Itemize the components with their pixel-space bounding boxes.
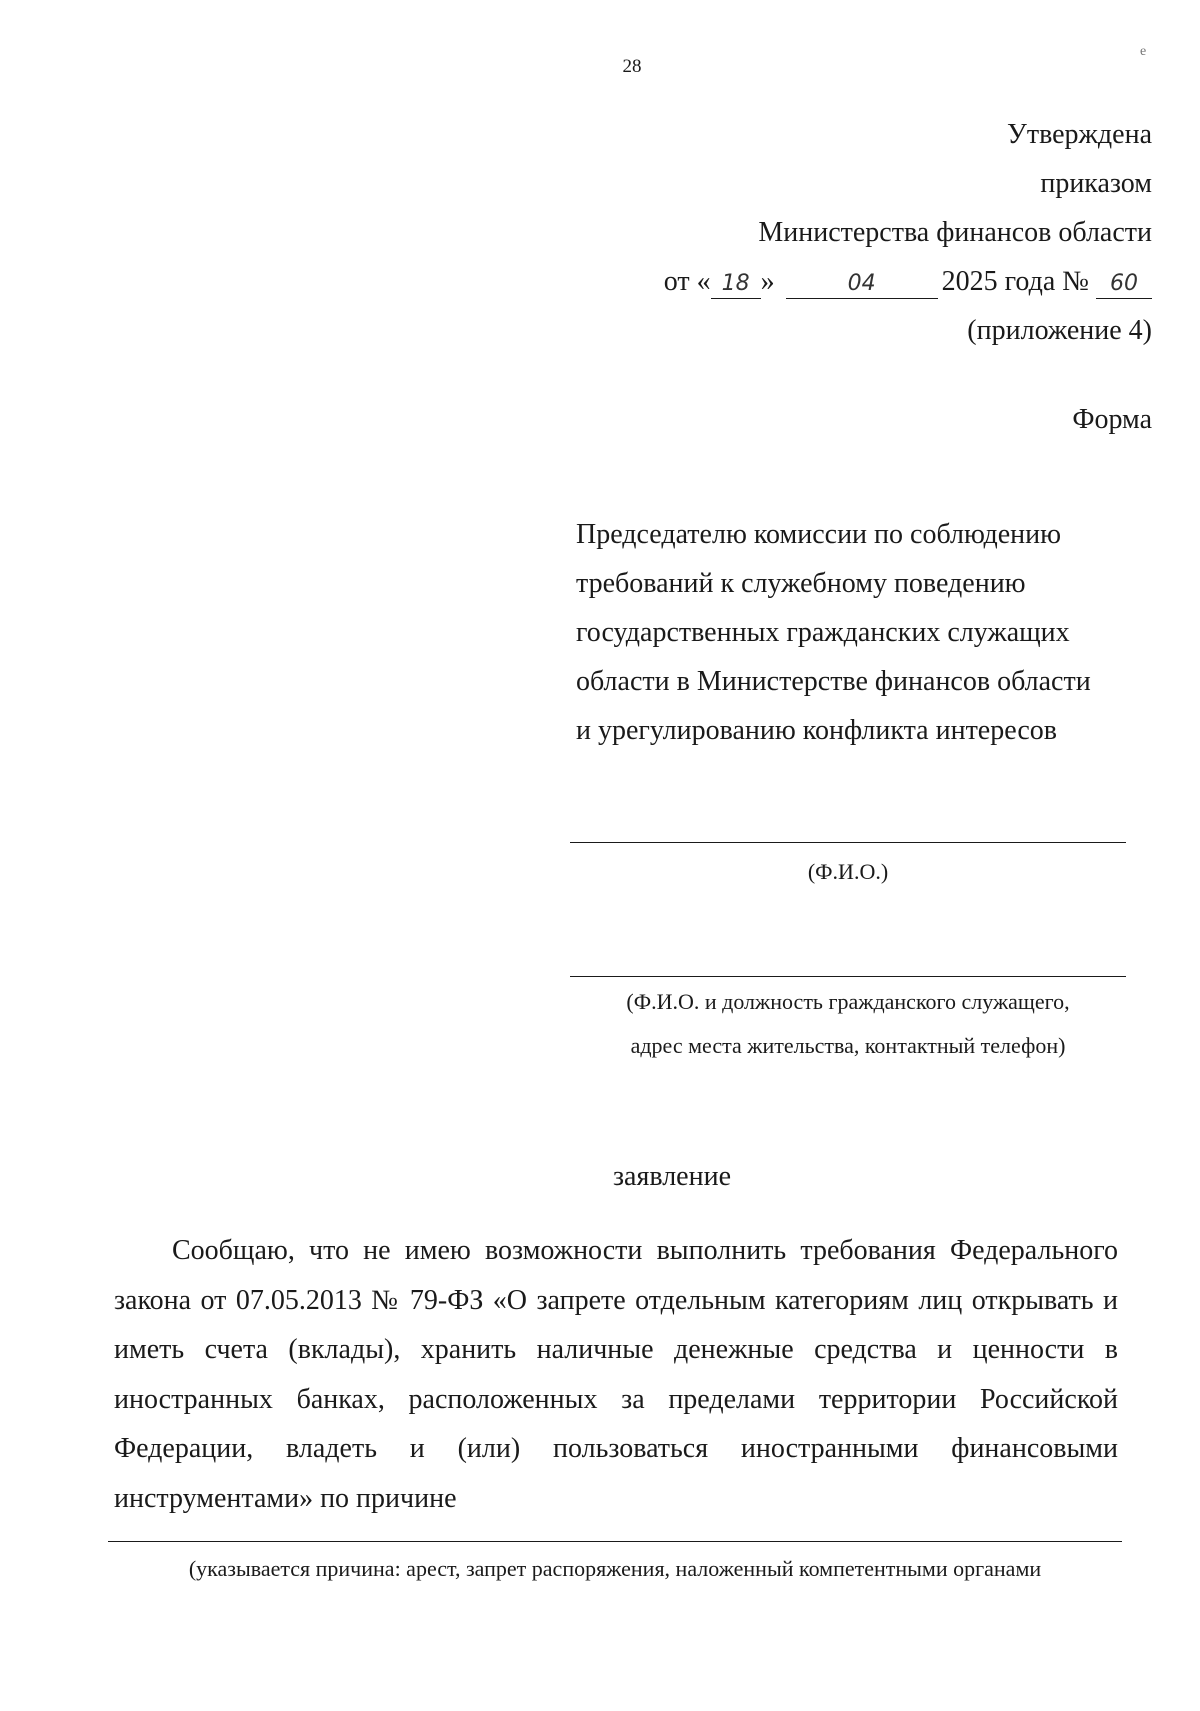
approval-title: Утверждена [1007, 119, 1152, 150]
applicant-caption-line: (Ф.И.О. и должность гражданского служащего, [626, 989, 1070, 1014]
date-year-text: 2025 года № [941, 266, 1089, 297]
approval-appendix: (приложение 4) [967, 315, 1152, 346]
addressee-block [576, 510, 1176, 755]
date-day-field[interactable]: 18 [711, 270, 761, 299]
approval-order-word: приказом [1040, 168, 1152, 199]
addressee-line: области в Министерстве финансов области [576, 666, 1091, 697]
approval-date-line [452, 257, 1152, 306]
date-day-close: » [760, 266, 775, 297]
fio-caption: (Ф.И.О.) [807, 859, 889, 884]
addressee-line: требований к служебному поведению [576, 568, 1026, 599]
statement-title: заявление [612, 1161, 731, 1192]
reason-caption: (указывается причина: арест, запрет распоряжения, наложенный компетентными органами [188, 1556, 1042, 1581]
fio-input-line[interactable] [570, 842, 1126, 843]
addressee-line: государственных гражданских служащих [576, 617, 1070, 648]
form-label: Форма [1072, 404, 1152, 435]
statement-body: Сообщаю, что не имею возможности выполнить требования Федерального закона от 07.05.2013 № 79-ФЗ «О запрете отдельным категориям лиц открывать и иметь счета (вклады), хранить наличные денежные средства и ценности в иностранных банках, расположенных за пределами территории Российской Федерации, владеть и (или) пользоваться иностранными финансовыми инструментами» по причине [114, 1235, 1118, 1514]
addressee-line: Председателю комиссии по соблюдению [576, 519, 1062, 550]
page-number: 28 [622, 56, 642, 77]
applicant-caption-line: адрес места жительства, контактный телефон) [630, 1033, 1066, 1058]
date-month-field[interactable]: 04 [786, 270, 938, 299]
reason-input-line[interactable] [108, 1541, 1122, 1542]
corner-mark: e [1140, 44, 1147, 59]
addressee-line: и урегулированию конфликта интересов [576, 715, 1058, 746]
approval-block [452, 110, 1152, 355]
date-prefix: от « [663, 266, 711, 297]
order-number-field[interactable]: 60 [1096, 270, 1152, 299]
approval-ministry: Министерства финансов области [758, 217, 1152, 248]
applicant-caption [570, 980, 1126, 1068]
applicant-input-line[interactable] [570, 976, 1126, 977]
